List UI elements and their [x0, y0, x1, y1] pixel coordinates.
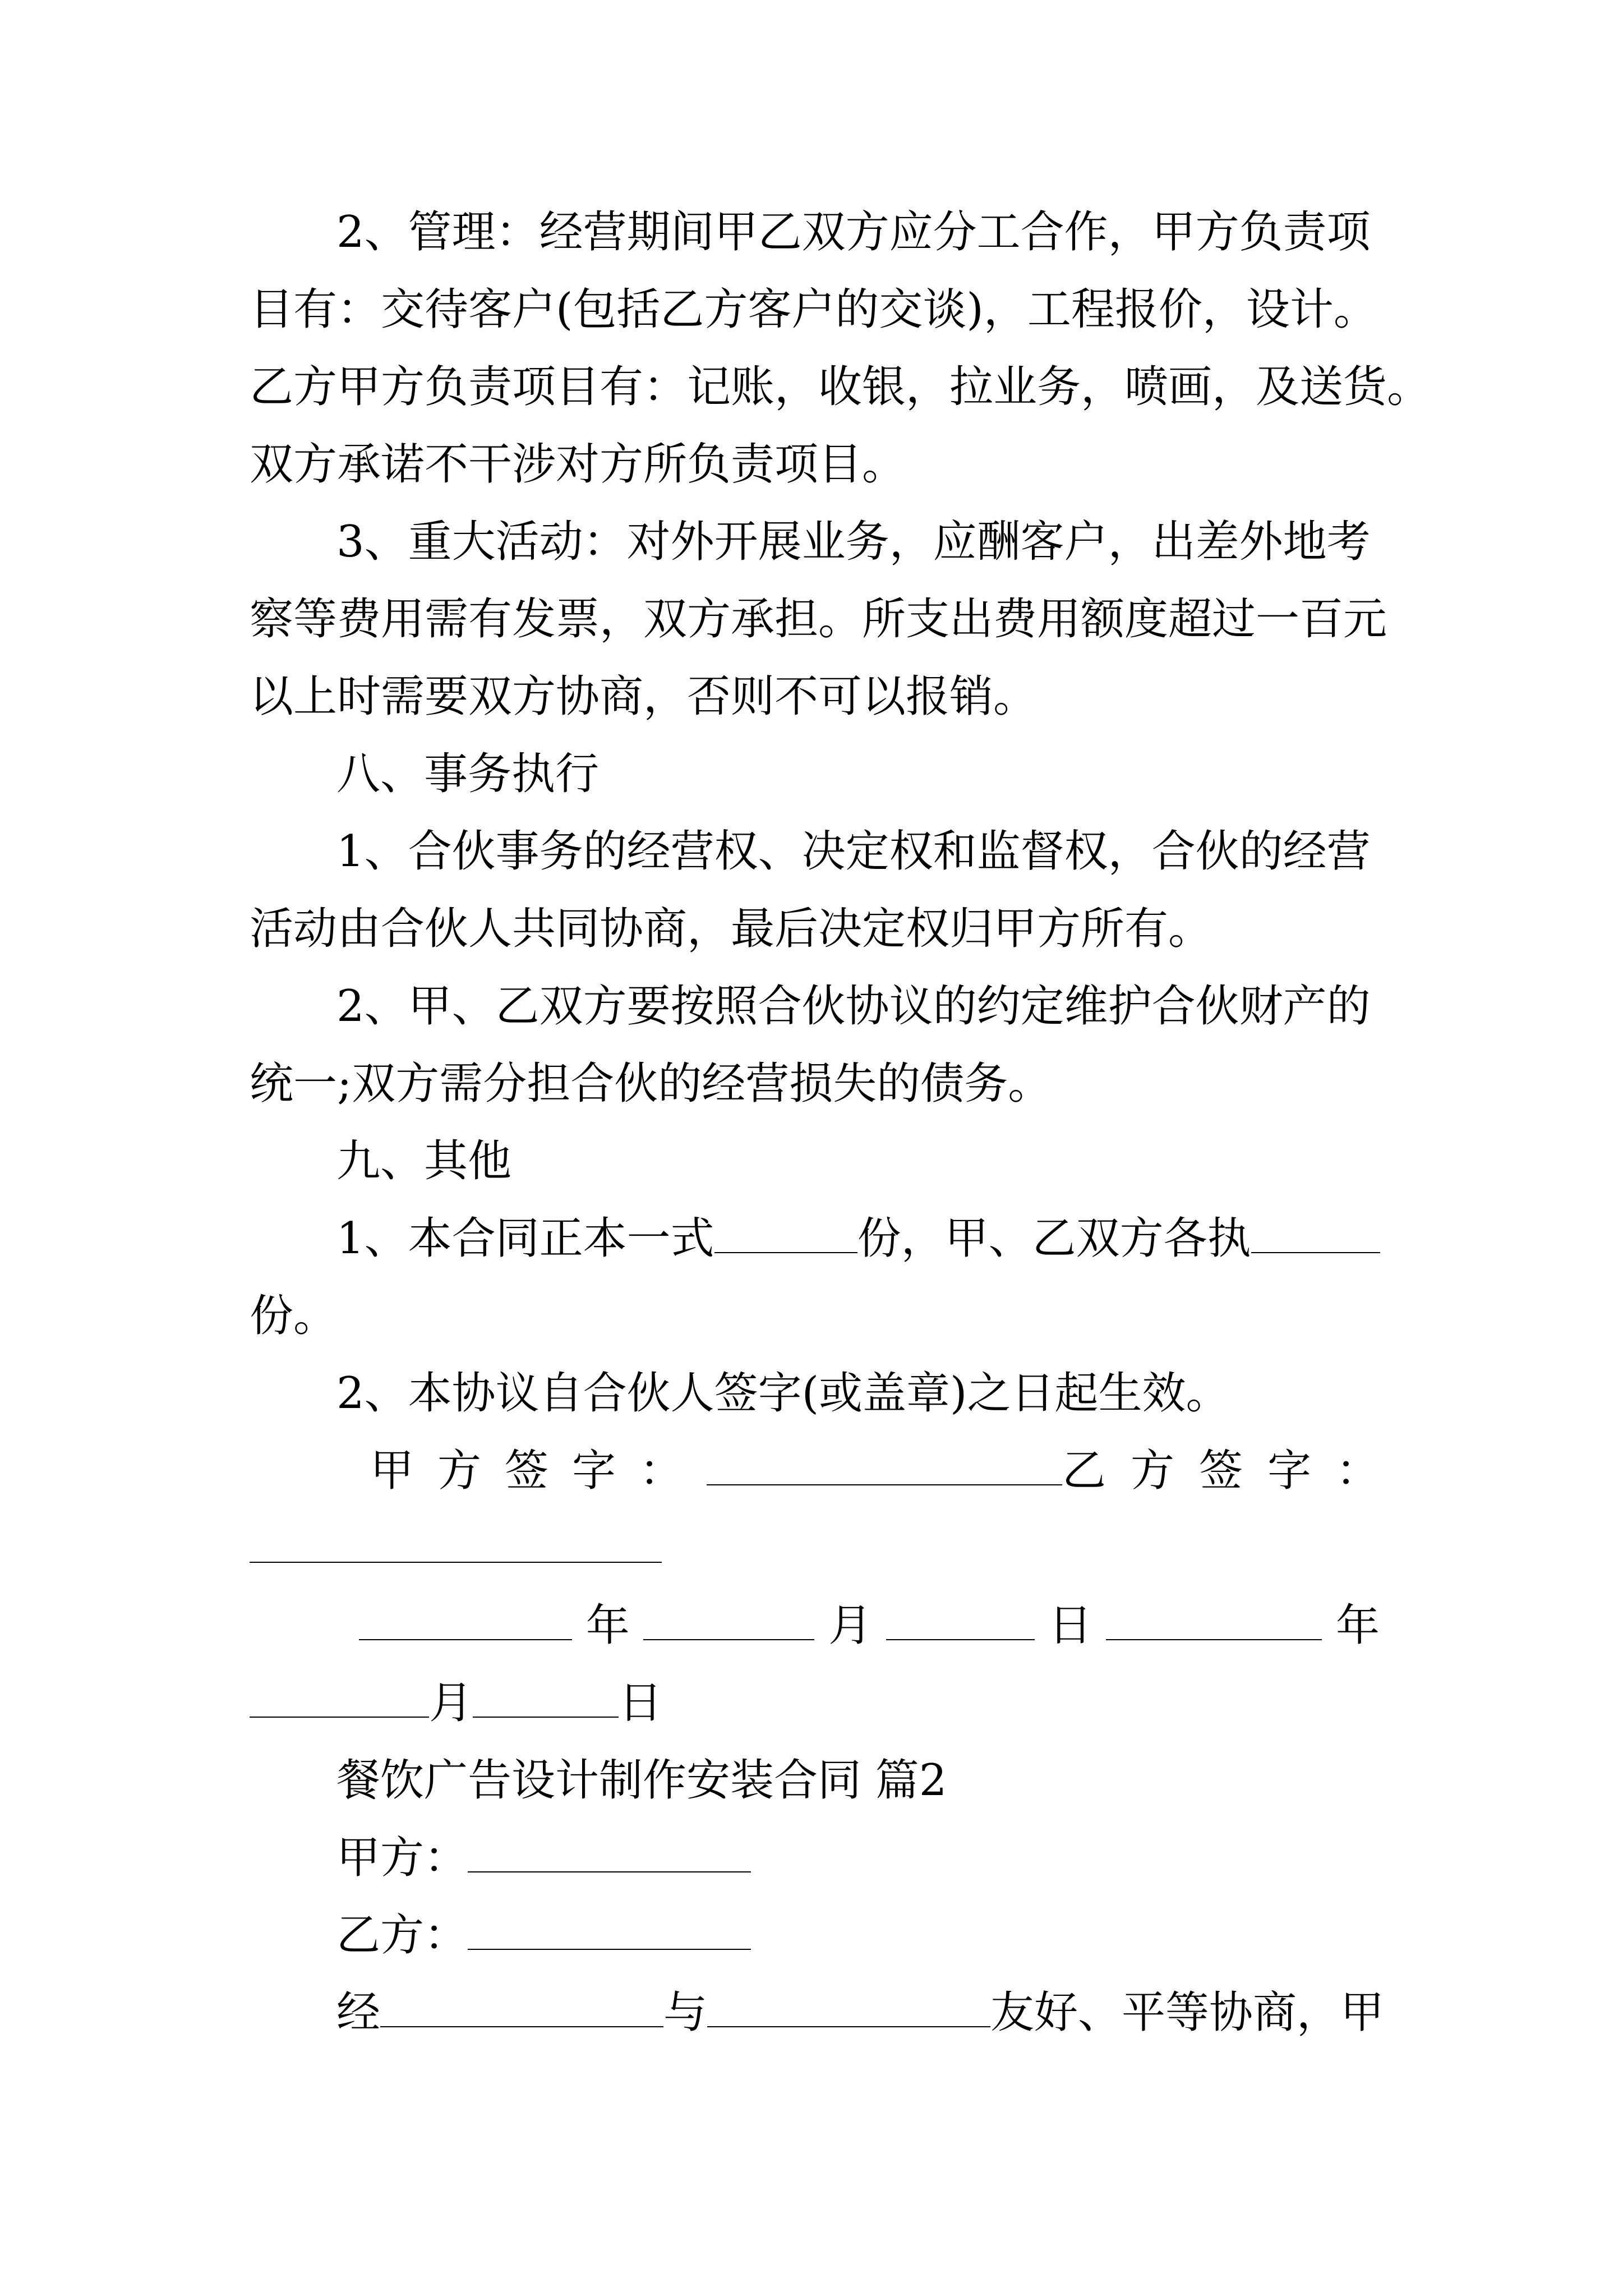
party-a-signature-label: 甲方签字：	[370, 1446, 707, 1496]
paragraph-effective: 2、本协议自合伙人签字(或盖章)之日起生效。	[336, 1368, 1230, 1419]
document-body	[250, 194, 1431, 2051]
agreement-text-a: 经	[336, 1987, 381, 2038]
agreement-party-b-blank	[707, 2026, 990, 2027]
party-b-line	[250, 1897, 1380, 1974]
paragraph-management-line-3: 乙方甲方负责项目有：记账，收银，拉业务，喷画，及送货。	[250, 362, 1431, 412]
party-a-year-blank	[359, 1639, 572, 1640]
date-line-2	[250, 1664, 1380, 1742]
party-a-day-label: 日	[1048, 1600, 1092, 1651]
party-a-day-blank	[886, 1639, 1035, 1640]
agreement-party-a-blank	[380, 2026, 663, 2027]
agreement-text-b: 与	[663, 1987, 708, 2038]
party-b-month-blank	[250, 1717, 429, 1718]
copies-count-blank	[714, 1252, 857, 1253]
party-a-month-blank	[643, 1639, 814, 1640]
party-a-year-label: 年	[585, 1600, 630, 1651]
party-b-year-label: 年	[1335, 1600, 1380, 1651]
paragraph-management-line-4: 双方承诺不干涉对方所负责项目。	[250, 439, 906, 490]
party-b-name-blank	[468, 1949, 751, 1950]
agreement-line	[250, 1974, 1385, 2051]
party-b-day-label: 日	[619, 1678, 663, 1728]
party-a-name-blank	[468, 1871, 751, 1872]
paragraph-management-line-1: 2、管理：经营期间甲乙双方应分工合作，甲方负责项	[336, 207, 1371, 257]
party-b-signature-blank-line	[250, 1510, 1380, 1587]
copies-text-b: 份，甲、乙双方各执	[857, 1213, 1251, 1264]
agreement-text-c: 友好、平等协商，甲	[990, 1987, 1385, 2038]
section-heading-8: 八、事务执行	[336, 749, 600, 799]
party-b-year-blank	[1106, 1639, 1322, 1640]
paragraph-management-line-2: 目有：交待客户(包括乙方客户的交谈)，工程报价，设计。	[250, 284, 1377, 335]
paragraph-execution-1-line-1: 1、合伙事务的经营权、决定权和监督权，合伙的经营	[336, 826, 1371, 877]
paragraph-activities-line-2: 察等费用需有发票，双方承担。所支出费用额度超过一百元	[250, 594, 1387, 645]
party-b-label: 乙方：	[336, 1910, 468, 1961]
party-a-line	[250, 1819, 1380, 1897]
party-a-month-label: 月	[828, 1600, 873, 1651]
paragraph-execution-2-line-2: 统一;双方需分担合伙的经营损失的债务。	[250, 1059, 1052, 1109]
party-b-month-label: 月	[429, 1678, 473, 1728]
date-line-1	[250, 1587, 1380, 1664]
paragraph-copies-line-2: 份。	[250, 1291, 338, 1341]
party-a-signature-blank	[707, 1484, 1062, 1485]
paragraph-activities-line-3: 以上时需要双方协商，否则不可以报销。	[250, 671, 1038, 722]
copies-text-a: 1、本合同正本一式	[336, 1213, 714, 1264]
signature-line	[250, 1432, 1404, 1510]
party-b-day-blank	[473, 1717, 619, 1718]
party-a-label: 甲方：	[336, 1833, 468, 1883]
paragraph-execution-1-line-2: 活动由合伙人共同协商，最后决定权归甲方所有。	[250, 904, 1212, 954]
paragraph-execution-2-line-1: 2、甲、乙双方要按照合伙协议的约定维护合伙财产的	[336, 981, 1371, 1032]
paragraph-activities-line-1: 3、重大活动：对外开展业务，应酬客户，出差外地考	[336, 517, 1371, 567]
party-b-signature-blank	[250, 1562, 662, 1563]
paragraph-copies-line-1	[250, 1200, 1380, 1277]
section-heading-9: 九、其他	[336, 1136, 512, 1186]
contract-title-2: 餐饮广告设计制作安装合同 篇2	[336, 1755, 947, 1806]
party-b-signature-label: 乙方签字：	[1062, 1446, 1404, 1496]
copies-each-blank	[1251, 1252, 1380, 1253]
